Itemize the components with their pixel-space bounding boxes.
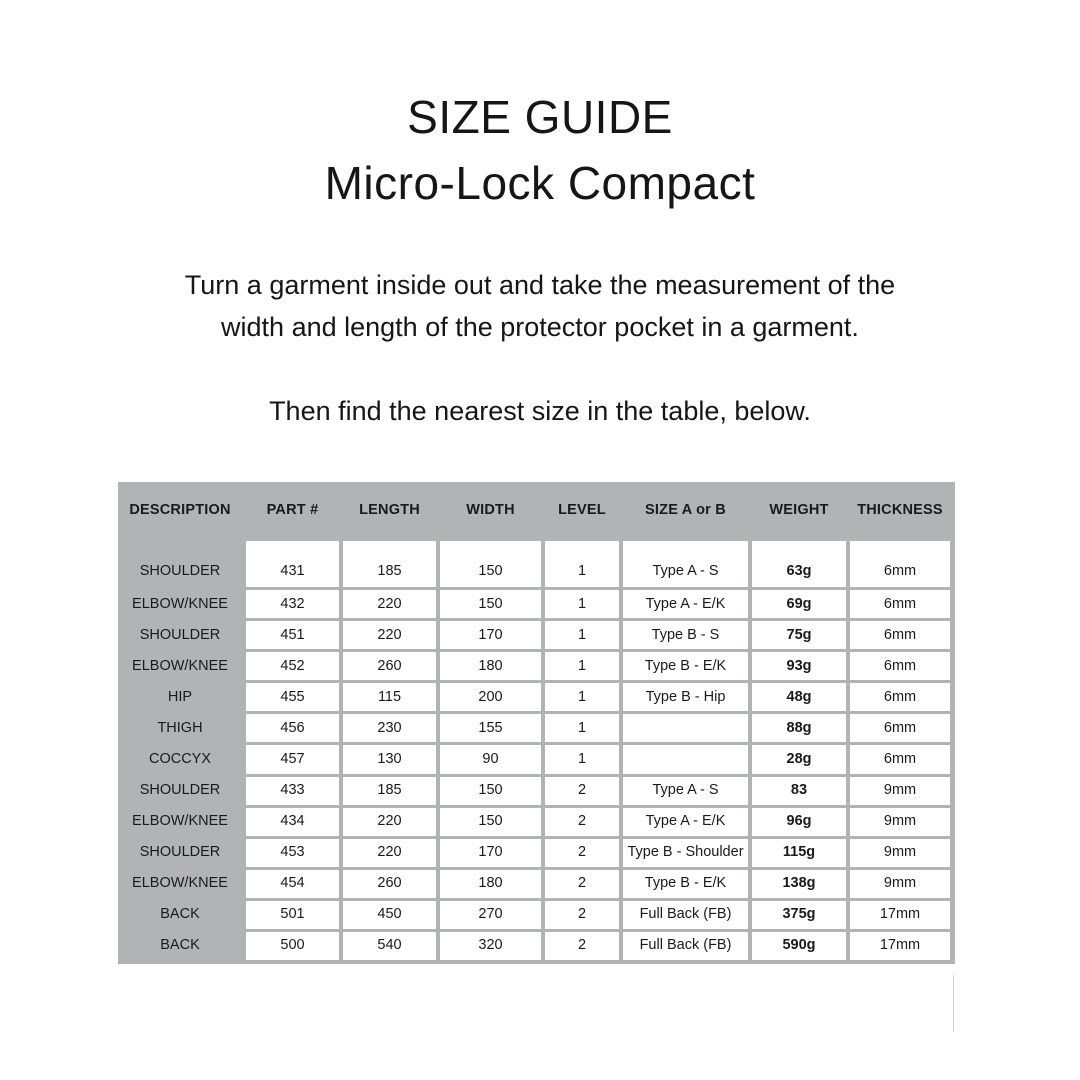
table-cell: 75g xyxy=(752,621,846,649)
table-cell xyxy=(623,714,748,742)
page-title-line1: SIZE GUIDE xyxy=(407,91,673,143)
table-cell: 431 xyxy=(246,541,339,587)
table-cell: 6mm xyxy=(850,541,950,587)
row-13-description: BACK xyxy=(160,937,200,954)
table-cell: 1 xyxy=(545,652,619,680)
table-cell: Type B - E/K xyxy=(623,652,748,680)
row-9-description: ELBOW/KNEE xyxy=(132,813,228,830)
table-cell: 1 xyxy=(545,541,619,587)
table-cell: 9mm xyxy=(850,777,950,805)
table-cell: 150 xyxy=(440,541,541,587)
table-cell: 453 xyxy=(246,839,339,867)
table-cell: 6mm xyxy=(850,683,950,711)
row-11-description: ELBOW/KNEE xyxy=(132,875,228,892)
row-8-description: SHOULDER xyxy=(139,782,221,799)
table-cell: 48g xyxy=(752,683,846,711)
table-cell: 432 xyxy=(246,590,339,618)
table-cell: 1 xyxy=(545,590,619,618)
table-cell: Type B - S xyxy=(623,621,748,649)
column-header-level: LEVEL xyxy=(558,501,606,518)
divider-line xyxy=(953,975,954,1032)
table-cell: 2 xyxy=(545,932,619,960)
table-cell: 2 xyxy=(545,777,619,805)
table-cell: 88g xyxy=(752,714,846,742)
table-cell: 220 xyxy=(343,590,436,618)
table-cell: Type A - E/K xyxy=(623,808,748,836)
size-table xyxy=(118,482,955,964)
row-1-description: SHOULDER xyxy=(139,563,221,579)
table-cell: 220 xyxy=(343,839,436,867)
table-cell: 6mm xyxy=(850,745,950,773)
table-cell: 1 xyxy=(545,621,619,649)
table-cell: 150 xyxy=(440,808,541,836)
table-cell: 260 xyxy=(343,652,436,680)
table-cell: 454 xyxy=(246,870,339,898)
table-cell: 90 xyxy=(440,745,541,773)
table-cell: Type B - Hip xyxy=(623,683,748,711)
table-cell: 457 xyxy=(246,745,339,773)
table-cell: 456 xyxy=(246,714,339,742)
column-header-length: LENGTH xyxy=(359,501,420,518)
table-cell: 434 xyxy=(246,808,339,836)
table-cell: 6mm xyxy=(850,714,950,742)
table-cell: 320 xyxy=(440,932,541,960)
table-cell: 500 xyxy=(246,932,339,960)
table-cell: 69g xyxy=(752,590,846,618)
table-cell: Full Back (FB) xyxy=(623,901,748,929)
instructions-line1: Turn a garment inside out and take the measurement of the xyxy=(184,270,896,300)
table-cell: 17mm xyxy=(850,901,950,929)
table-cell: 501 xyxy=(246,901,339,929)
table-cell: 9mm xyxy=(850,839,950,867)
column-header-width: WIDTH xyxy=(466,501,515,518)
instructions-line2: width and length of the protector pocket in a garment. xyxy=(221,312,859,342)
column-header-thickness: THICKNESS xyxy=(857,501,943,518)
table-cell: 9mm xyxy=(850,808,950,836)
table-cell: 451 xyxy=(246,621,339,649)
table-cell: 375g xyxy=(752,901,846,929)
row-5-description: HIP xyxy=(167,688,193,705)
table-cell: 115 xyxy=(343,683,436,711)
instructions-paragraph xyxy=(0,264,1080,348)
table-cell: 1 xyxy=(545,714,619,742)
table-cell: 6mm xyxy=(850,652,950,680)
table-cell: Type A - E/K xyxy=(623,590,748,618)
table-cell: 540 xyxy=(343,932,436,960)
table-cell: 270 xyxy=(440,901,541,929)
column-header-size-a-or-b: SIZE A or B xyxy=(645,501,726,518)
table-cell: 150 xyxy=(440,590,541,618)
table-cell: 28g xyxy=(752,745,846,773)
table-cell: 93g xyxy=(752,652,846,680)
table-cell: Full Back (FB) xyxy=(623,932,748,960)
table-cell: Type B - E/K xyxy=(623,870,748,898)
table-cell: 180 xyxy=(440,652,541,680)
table-cell: 1 xyxy=(545,683,619,711)
table-cell: 170 xyxy=(440,839,541,867)
table-cell: 220 xyxy=(343,808,436,836)
table-cell: 2 xyxy=(545,901,619,929)
column-header-part: PART # xyxy=(266,501,319,518)
table-cell: 83 xyxy=(752,777,846,805)
table-cell xyxy=(623,745,748,773)
table-cell: 170 xyxy=(440,621,541,649)
table-cell: 138g xyxy=(752,870,846,898)
table-cell: 115g xyxy=(752,839,846,867)
table-cell: 433 xyxy=(246,777,339,805)
table-cell: 130 xyxy=(343,745,436,773)
column-header-description: DESCRIPTION xyxy=(129,501,231,518)
table-cell: 155 xyxy=(440,714,541,742)
column-header-weight: WEIGHT xyxy=(769,501,829,518)
row-2-description: ELBOW/KNEE xyxy=(132,595,228,612)
table-cell: Type A - S xyxy=(623,777,748,805)
table-cell: 455 xyxy=(246,683,339,711)
row-6-description: THIGH xyxy=(157,719,203,736)
table-cell: 150 xyxy=(440,777,541,805)
instructions-line3: Then find the nearest size in the table, below. xyxy=(269,396,811,426)
table-cell: 9mm xyxy=(850,870,950,898)
table-cell: 452 xyxy=(246,652,339,680)
table-cell: 17mm xyxy=(850,932,950,960)
table-cell: 230 xyxy=(343,714,436,742)
table-cell: Type B - Shoulder xyxy=(623,839,748,867)
row-10-description: SHOULDER xyxy=(139,844,221,861)
table-cell: 2 xyxy=(545,839,619,867)
instructions-find-size xyxy=(0,390,1080,432)
table-cell: 1 xyxy=(545,745,619,773)
table-cell: 200 xyxy=(440,683,541,711)
table-cell: 220 xyxy=(343,621,436,649)
table-cell: 2 xyxy=(545,808,619,836)
table-cell: 63g xyxy=(752,541,846,587)
row-12-description: BACK xyxy=(160,906,200,923)
table-cell: Type A - S xyxy=(623,541,748,587)
page-title xyxy=(0,84,1080,216)
table-cell: 96g xyxy=(752,808,846,836)
table-cell: 2 xyxy=(545,870,619,898)
page-title-line2: Micro-Lock Compact xyxy=(324,157,756,209)
table-cell: 185 xyxy=(343,777,436,805)
table-cell: 180 xyxy=(440,870,541,898)
table-cell: 450 xyxy=(343,901,436,929)
table-cell: 260 xyxy=(343,870,436,898)
table-cell: 590g xyxy=(752,932,846,960)
row-4-description: ELBOW/KNEE xyxy=(132,657,228,674)
row-3-description: SHOULDER xyxy=(139,626,221,643)
table-cell: 185 xyxy=(343,541,436,587)
table-cell: 6mm xyxy=(850,621,950,649)
table-cell: 6mm xyxy=(850,590,950,618)
row-7-description: COCCYX xyxy=(148,750,212,767)
